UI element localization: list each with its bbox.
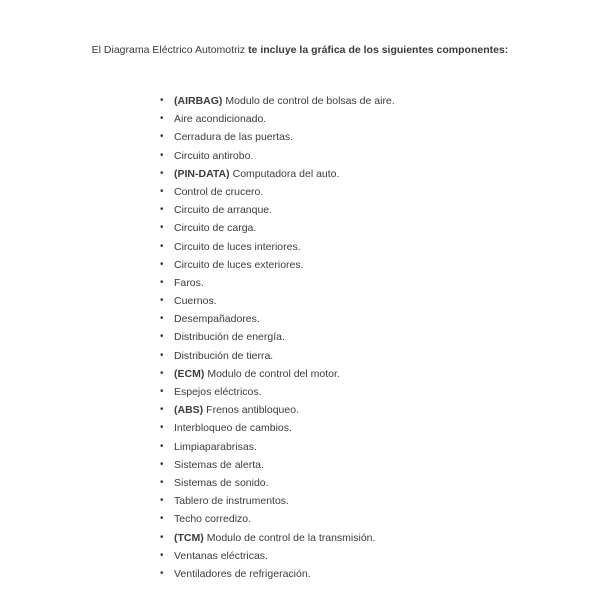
list-item [160, 438, 395, 456]
item-text: Interbloqueo de cambios. [174, 422, 292, 435]
intro-plain-text: El Diagrama Eléctrico Automotriz [91, 44, 249, 56]
bullet-icon: • [160, 386, 164, 397]
bullet-icon: • [160, 295, 164, 307]
bullet-icon: • [160, 349, 164, 361]
item-text: Espejos eléctricos. [174, 386, 262, 398]
item-text: Distribución de energía. [174, 331, 285, 344]
bullet-icon: • [160, 313, 164, 325]
list-item [160, 92, 395, 110]
bullet-icon: • [160, 149, 164, 161]
list-item [160, 110, 395, 128]
item-text: Frenos antibloqueo. [206, 404, 299, 417]
intro-paragraph [60, 43, 540, 58]
item-code: (ECM) [174, 367, 205, 380]
item-text: Modulo de control de bolsas de aire. [225, 95, 395, 107]
item-text: Sistemas de alerta. [174, 458, 264, 471]
item-text: Limpiaparabrisas. [174, 440, 257, 453]
bullet-icon: • [160, 95, 164, 106]
bullet-icon: • [160, 131, 164, 143]
item-text: Circuito de carga. [174, 222, 257, 235]
item-text: Computadora del auto. [232, 167, 340, 180]
list-item [160, 274, 395, 292]
components-list [160, 92, 395, 583]
item-text: Sistemas de sonido. [174, 476, 269, 489]
list-item [160, 456, 395, 474]
list-item [160, 256, 395, 274]
bullet-icon: • [160, 440, 164, 452]
bullet-icon: • [160, 367, 164, 379]
bullet-icon: • [160, 567, 164, 579]
item-text: Circuito de luces interiores. [174, 240, 301, 253]
item-text: Circuito de arranque. [174, 204, 273, 217]
item-text: Distribución de tierra. [174, 349, 274, 362]
list-item [160, 510, 395, 528]
item-text: Cerradura de las puertas. [174, 131, 294, 144]
item-text: Desempañadores. [174, 313, 260, 326]
item-text: Ventanas eléctricas. [174, 549, 268, 562]
list-item [160, 401, 395, 419]
list-item [160, 165, 395, 183]
intro-bold-text: te incluye la gráfica de los siguientes componentes: [248, 44, 509, 56]
list-item [160, 365, 395, 383]
list-item [160, 419, 395, 437]
list-item [160, 328, 395, 346]
list-item [160, 547, 395, 565]
list-item [160, 310, 395, 328]
item-text: Circuito antirobo. [174, 149, 254, 162]
bullet-icon: • [160, 531, 164, 543]
item-code: (ABS) [174, 404, 204, 417]
list-item [160, 219, 395, 237]
bullet-icon: • [160, 222, 164, 234]
item-text: Aire acondicionado. [174, 113, 267, 126]
item-text: Cuernos. [174, 295, 217, 308]
bullet-icon: • [160, 258, 164, 270]
bullet-icon: • [160, 167, 164, 179]
item-text: Faros. [174, 276, 204, 289]
list-item [160, 128, 395, 146]
list-item [160, 147, 395, 165]
item-text: Control de crucero. [174, 185, 264, 198]
bullet-icon: • [160, 404, 164, 416]
list-item [160, 383, 395, 401]
list-item [160, 238, 395, 256]
list-item [160, 529, 395, 547]
bullet-icon: • [160, 276, 164, 288]
item-text: Techo corredizo. [174, 513, 252, 526]
bullet-icon: • [160, 113, 164, 125]
list-item [160, 183, 395, 201]
list-item [160, 474, 395, 492]
item-text: Circuito de luces exteriores. [174, 258, 304, 271]
item-code: (AIRBAG) [174, 95, 223, 107]
bullet-icon: • [160, 422, 164, 434]
item-code: (PIN-DATA) [174, 167, 230, 180]
bullet-icon: • [160, 549, 164, 561]
bullet-icon: • [160, 458, 164, 470]
bullet-icon: • [160, 495, 164, 507]
list-item [160, 492, 395, 510]
item-text: Tablero de instrumentos. [174, 495, 289, 508]
bullet-icon: • [160, 331, 164, 343]
bullet-icon: • [160, 240, 164, 252]
bullet-icon: • [160, 204, 164, 216]
list-item [160, 565, 395, 583]
list-item [160, 201, 395, 219]
item-text: Modulo de control del motor. [207, 367, 340, 380]
bullet-icon: • [160, 185, 164, 197]
item-text: Ventiladores de refrigeración. [174, 567, 311, 580]
list-item [160, 347, 395, 365]
list-item [160, 292, 395, 310]
item-text: Modulo de control de la transmisión. [206, 531, 376, 544]
bullet-icon: • [160, 513, 164, 525]
item-code: (TCM) [174, 531, 204, 544]
bullet-icon: • [160, 476, 164, 488]
